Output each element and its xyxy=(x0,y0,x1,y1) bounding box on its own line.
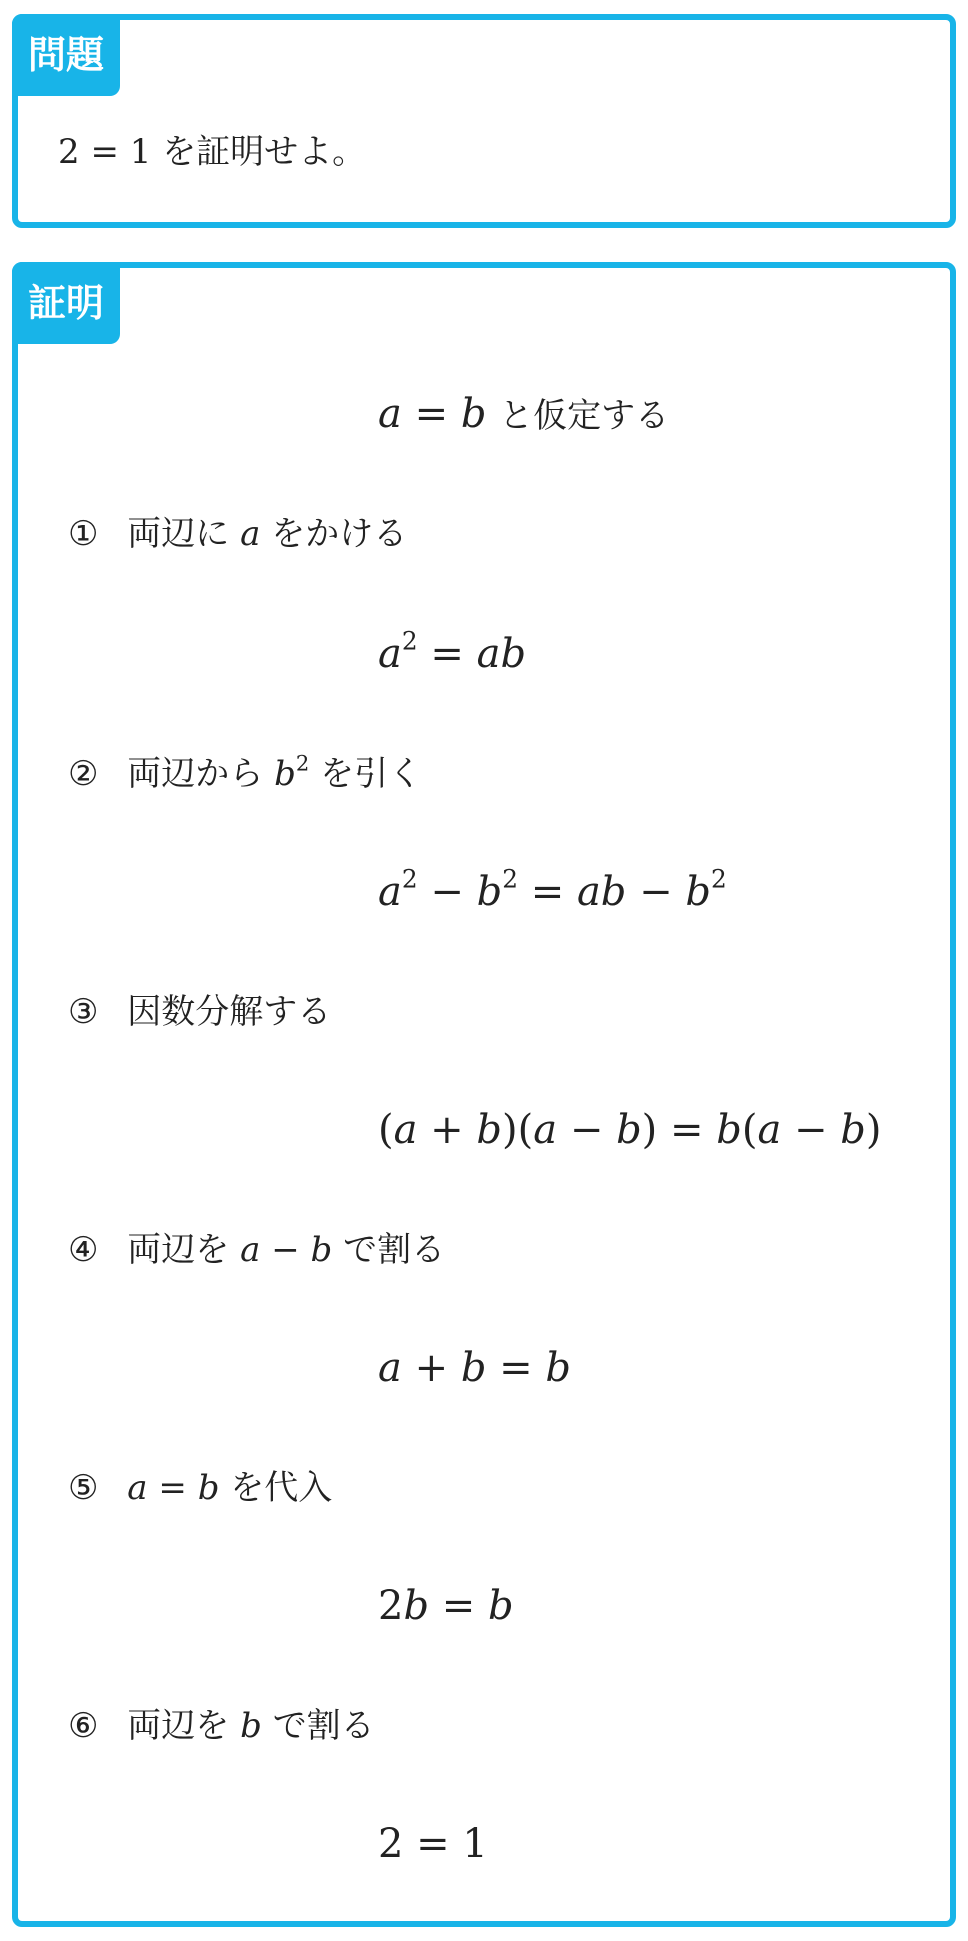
step-math: a = b xyxy=(127,1468,220,1508)
proof-box xyxy=(12,262,956,1927)
assumption xyxy=(378,390,669,440)
step-3-result xyxy=(378,1106,881,1154)
step-math: $b^2$ xyxy=(274,750,310,794)
result-equation: (a + b)(a − b) = b(a − b) xyxy=(378,1107,882,1153)
problem-text: を証明せよ。 xyxy=(162,132,367,172)
step-text-after: をかける xyxy=(271,514,408,554)
result-equation: $a^2 - b^2$ = ab − $b^2$ xyxy=(378,864,727,915)
step-4-result xyxy=(378,1344,571,1392)
step-number: ① xyxy=(68,514,99,554)
result-equation: 2 = 1 xyxy=(378,1821,488,1867)
step-6-result xyxy=(378,1820,488,1868)
step-text-before: 両辺を xyxy=(127,1230,230,1270)
step-1 xyxy=(68,510,407,558)
step-text-after: で割る xyxy=(272,1706,375,1746)
step-6 xyxy=(68,1702,375,1750)
step-1-result xyxy=(378,626,527,678)
step-text-before: 両辺を xyxy=(127,1706,230,1746)
result-equation: a + b = b xyxy=(378,1345,571,1391)
step-5-result xyxy=(378,1582,514,1630)
step-number: ② xyxy=(68,754,99,794)
proof-tag: 証明 xyxy=(12,262,120,344)
result-equation: 2b = b xyxy=(378,1583,514,1629)
step-number: ③ xyxy=(68,992,99,1032)
step-text-before: 因数分解する xyxy=(127,992,332,1032)
problem-tag: 問題 xyxy=(12,14,120,96)
step-text-before: 両辺に xyxy=(127,514,230,554)
step-math: a xyxy=(240,514,261,554)
step-2 xyxy=(68,750,422,798)
problem-box xyxy=(12,14,956,228)
step-text-after: を代入 xyxy=(230,1468,333,1508)
step-4 xyxy=(68,1226,445,1274)
problem-statement xyxy=(58,130,366,174)
step-number: ⑥ xyxy=(68,1706,99,1746)
result-equation: $a^2$ = ab xyxy=(378,626,527,677)
step-number: ⑤ xyxy=(68,1468,99,1508)
step-math: b xyxy=(240,1706,262,1746)
step-2-result xyxy=(378,864,727,916)
step-5 xyxy=(68,1464,332,1512)
step-text-after: で割る xyxy=(343,1230,446,1270)
step-number: ④ xyxy=(68,1230,99,1270)
step-3 xyxy=(68,988,331,1036)
step-math: a − b xyxy=(240,1230,333,1270)
step-text-before: 両辺から xyxy=(127,754,264,794)
problem-math: 2 = 1 xyxy=(58,132,152,172)
step-text-after: を引く xyxy=(320,754,423,794)
assumption-math: a = b xyxy=(378,391,487,437)
assumption-text: と仮定する xyxy=(499,396,670,436)
